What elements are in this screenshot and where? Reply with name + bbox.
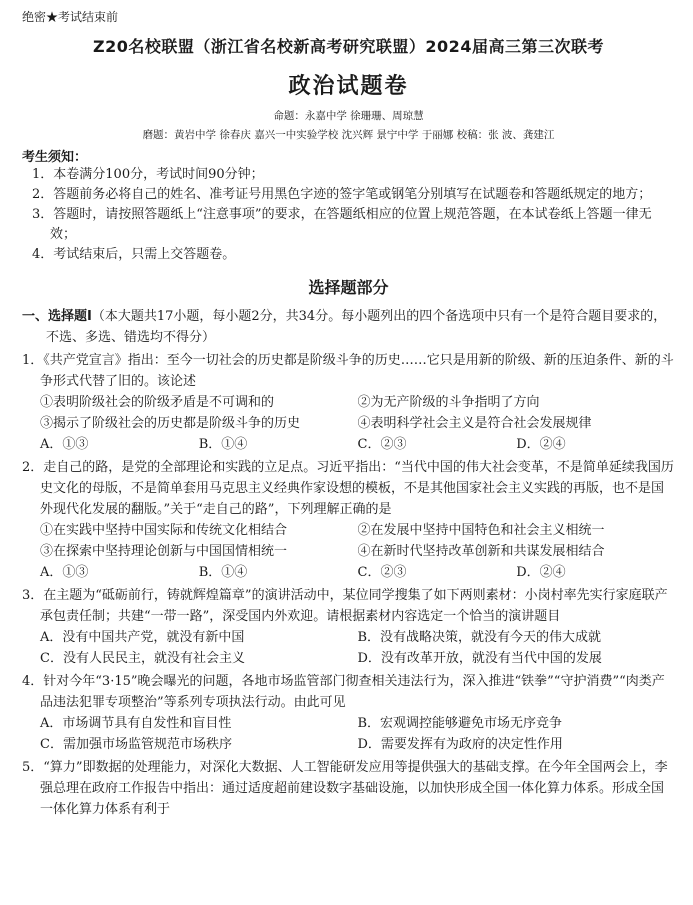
option-row: [22, 713, 675, 734]
statement: ②在发展中坚持中国特色和社会主义相统一: [357, 523, 605, 538]
option-row: [22, 562, 675, 583]
statement-row: [22, 541, 675, 562]
notice-item: 1．本卷满分100分，考试时间90分钟；: [32, 167, 264, 182]
option-row: [22, 734, 675, 755]
option: C．②③: [357, 565, 407, 580]
statement: ④在新时代坚持改革创新和共谋发展相结合: [357, 544, 605, 559]
part-label: 一、选择题Ⅰ: [22, 309, 92, 324]
option: C．需加强市场监管规范市场秩序: [40, 737, 232, 752]
statement: ②为无产阶级的斗争指明了方向: [357, 395, 540, 410]
option-row: [22, 648, 675, 669]
question-stem: 5．“算力”即数据的处理能力，对深化大数据、人工智能研发应用等提供强大的基础支撑。在今年全国两会上，李强总理在政府工作报告中指出：通过适度超前建设数字基础设施，以加快形成全国一体化算力体系。形成全国一体化算力体系有利于: [22, 760, 668, 817]
question-stem: 2．走自己的路，是党的全部理论和实践的立足点。习近平指出：“当代中国的伟大社会变革，不是简单延续我国历史文化的母版，不是简单套用马克思主义经典作家设想的模板，不是其他国家社会主义实践的再版，也不是国外现代化发展的翻版。”关于“走自己的路”，下列理解正确的是: [22, 460, 674, 517]
option: A．①③: [40, 565, 89, 580]
option: A．①③: [40, 437, 89, 452]
statement: ①表明阶级社会的阶级矛盾是不可调和的: [40, 395, 275, 410]
option: B．宏观调控能够避免市场无序竞争: [357, 716, 563, 731]
reviewer-credit: 磨题：黄岩中学 徐春庆 嘉兴一中实验学校 沈兴辉 景宁中学 于丽娜 校稿：张 波、龚建江: [142, 129, 555, 141]
option: C．没有人民民主，就没有社会主义: [40, 651, 245, 666]
option-row: [22, 627, 675, 648]
notice-item: 4．考试结束后，只需上交答题卷。: [32, 247, 236, 262]
section-title: 选择题部分: [308, 278, 389, 297]
option: D．②④: [516, 437, 566, 452]
option: A．没有中国共产党，就没有新中国: [40, 630, 245, 645]
statement-row: [22, 413, 675, 434]
part-description: （本大题共17小题，每小题2分，共34分。每小题列出的四个备选项中只有一个是符合题目要求的，不选、多选、错选均不得分）: [46, 309, 667, 345]
option: B．①④: [198, 565, 248, 580]
statement-row: [22, 392, 675, 413]
question-stem: 3．在主题为“砥砺前行，铸就辉煌篇章”的演讲活动中，某位同学搜集了如下两则素材：小岗村率先实行家庭联产承包责任制；共建“一带一路”，深受国内外欢迎。请根据素材内容选定一个恰当的演讲题目: [22, 588, 668, 624]
notice-heading: 考生须知：: [22, 150, 88, 165]
statement: ①在实践中坚持中国实际和传统文化相结合: [40, 523, 288, 538]
option: B．①④: [198, 437, 248, 452]
option: A．市场调节具有自发性和盲目性: [40, 716, 232, 731]
statement: ③揭示了阶级社会的历史都是阶级斗争的历史: [40, 416, 301, 431]
exam-title: Z20名校联盟（浙江省名校新高考研究联盟）2024届高三第三次联考: [93, 37, 604, 56]
question-stem: 4．针对今年“3·15”晚会曝光的问题，各地市场监管部门彻查相关违法行为，深入推进“铁拳”“守护消费”“肉类产品违法犯罪专项整治”等系列专项执法行动。由此可见: [22, 674, 665, 710]
statement-row: [22, 520, 675, 541]
notice-item: 3．答题时，请按照答题纸上“注意事项”的要求，在答题纸相应的位置上规范答题，在本试卷纸上答题一律无效；: [32, 207, 652, 242]
question-stem: 1．《共产党宣言》指出：至今一切社会的历史都是阶级斗争的历史……它只是用新的阶级、新的压迫条件、新的斗争形式代替了旧的。该论述: [22, 353, 674, 389]
option: D．没有改革开放，就没有当代中国的发展: [357, 651, 602, 666]
statement: ④表明科学社会主义是符合社会发展规律: [357, 416, 592, 431]
subject-title: 政治试题卷: [288, 74, 409, 99]
option: D．②④: [516, 565, 566, 580]
part-instructions: [22, 306, 675, 348]
notice-item: 2．答题前务必将自己的姓名、准考证号用黑色字迹的签字笔或钢笔分别填写在试题卷和答题纸规定的地方；: [32, 187, 652, 202]
statement: ③在探索中坚持理论创新与中国国情相统一: [40, 544, 288, 559]
option: D．需要发挥有为政府的决定性作用: [357, 737, 563, 752]
author-credit: 命题：永嘉中学 徐珊珊、周琼慧: [273, 110, 424, 122]
option: B．没有战略决策，就没有今天的伟大成就: [357, 630, 602, 645]
option: C．②③: [357, 437, 407, 452]
confidential-mark: 绝密★考试结束前: [22, 10, 119, 24]
option-row: [22, 434, 675, 455]
